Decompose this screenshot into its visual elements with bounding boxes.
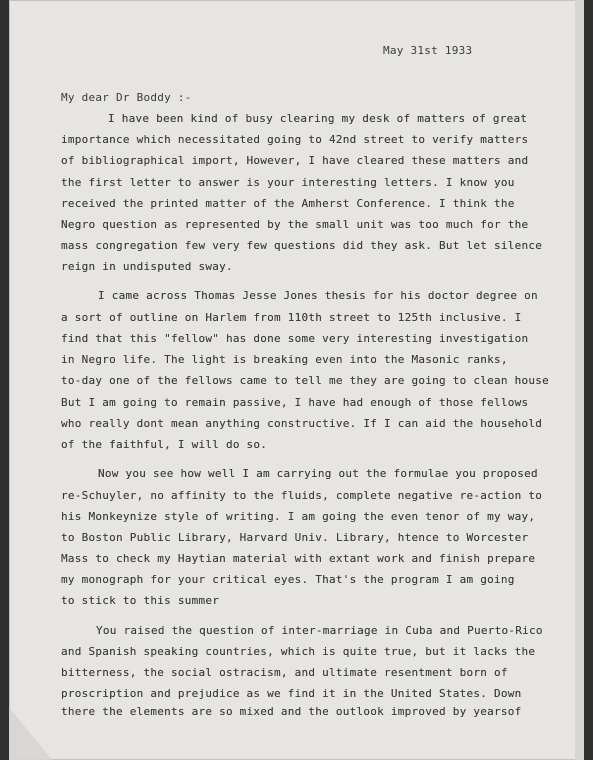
letter-line-27: proscription and prejudice as we find it in the United States. Down [61,687,522,700]
letter-line-11: find that this "fellow" has done some very interesting investigation [61,332,529,345]
letter-line-9: I came across Thomas Jesse Jones thesis for his doctor degree on [98,289,538,302]
letter-line-12: in Negro life. The light is breaking even into the Masonic ranks, [61,353,508,366]
letter-line-24: You raised the question of inter-marriage in Cuba and Puerto-Rico [96,624,543,637]
letter-line-8: reign in undisputed sway. [61,260,233,273]
letter-line-16: of the faithful, I will do so. [61,438,268,451]
letter-line-26: bitterness, the social ostracism, and ultimate resentment born of [61,666,508,679]
letter-date: May 31st 1933 [383,44,473,57]
letter-line-20: to Boston Public Library, Harvard Univ. Library, htence to Worcester [61,531,529,544]
letter-line-15: who really dont mean anything constructive. If I can aid the household [61,417,543,430]
letter-line-13: to-day one of the fellows came to tell me they are going to clean house [61,374,549,387]
letter-line-22: my monograph for your critical eyes. That's the program I am going [61,573,515,586]
letter-line-25: and Spanish speaking countries, which is quite true, but it lacks the [61,645,536,658]
letter-line-21: Mass to check my Haytian material with extant work and finish prepare [61,552,536,565]
letter-line-23: to stick to this summer [61,594,220,607]
letter-line-5: received the printed matter of the Amherst Conference. I think the [61,197,515,210]
letter-line-4: the first letter to answer is your interesting letters. I know you [61,176,515,189]
letter-line-10: a sort of outline on Harlem from 110th street to 125th inclusive. I [61,311,522,324]
letter-line-19: his Monkeynize style of writing. I am going the even tenor of my way, [61,510,536,523]
letter-line-7: mass congregation few very few questions did they ask. But let silence [61,239,543,252]
letter-page [9,0,584,760]
letter-line-3: of bibliographical import, However, I have cleared these matters and [61,154,529,167]
letter-line-2: importance which necessitated going to 42nd street to verify matters [61,133,529,146]
letter-line-6: Negro question as represented by the small unit was too much for the [61,218,529,231]
page-edge [575,0,584,760]
letter-line-1: I have been kind of busy clearing my desk of matters of great [108,112,528,125]
letter-line-14: But I am going to remain passive, I have had enough of those fellows [61,396,529,409]
letter-line-17: Now you see how well I am carrying out the formulae you proposed [98,467,538,480]
letter-line-28: there the elements are so mixed and the outlook improved by yearsof [61,705,522,718]
letter-line-18: re-Schuyler, no affinity to the fluids, complete negative re-action to [61,489,543,502]
letter-salutation: My dear Dr Boddy :- [61,91,192,104]
